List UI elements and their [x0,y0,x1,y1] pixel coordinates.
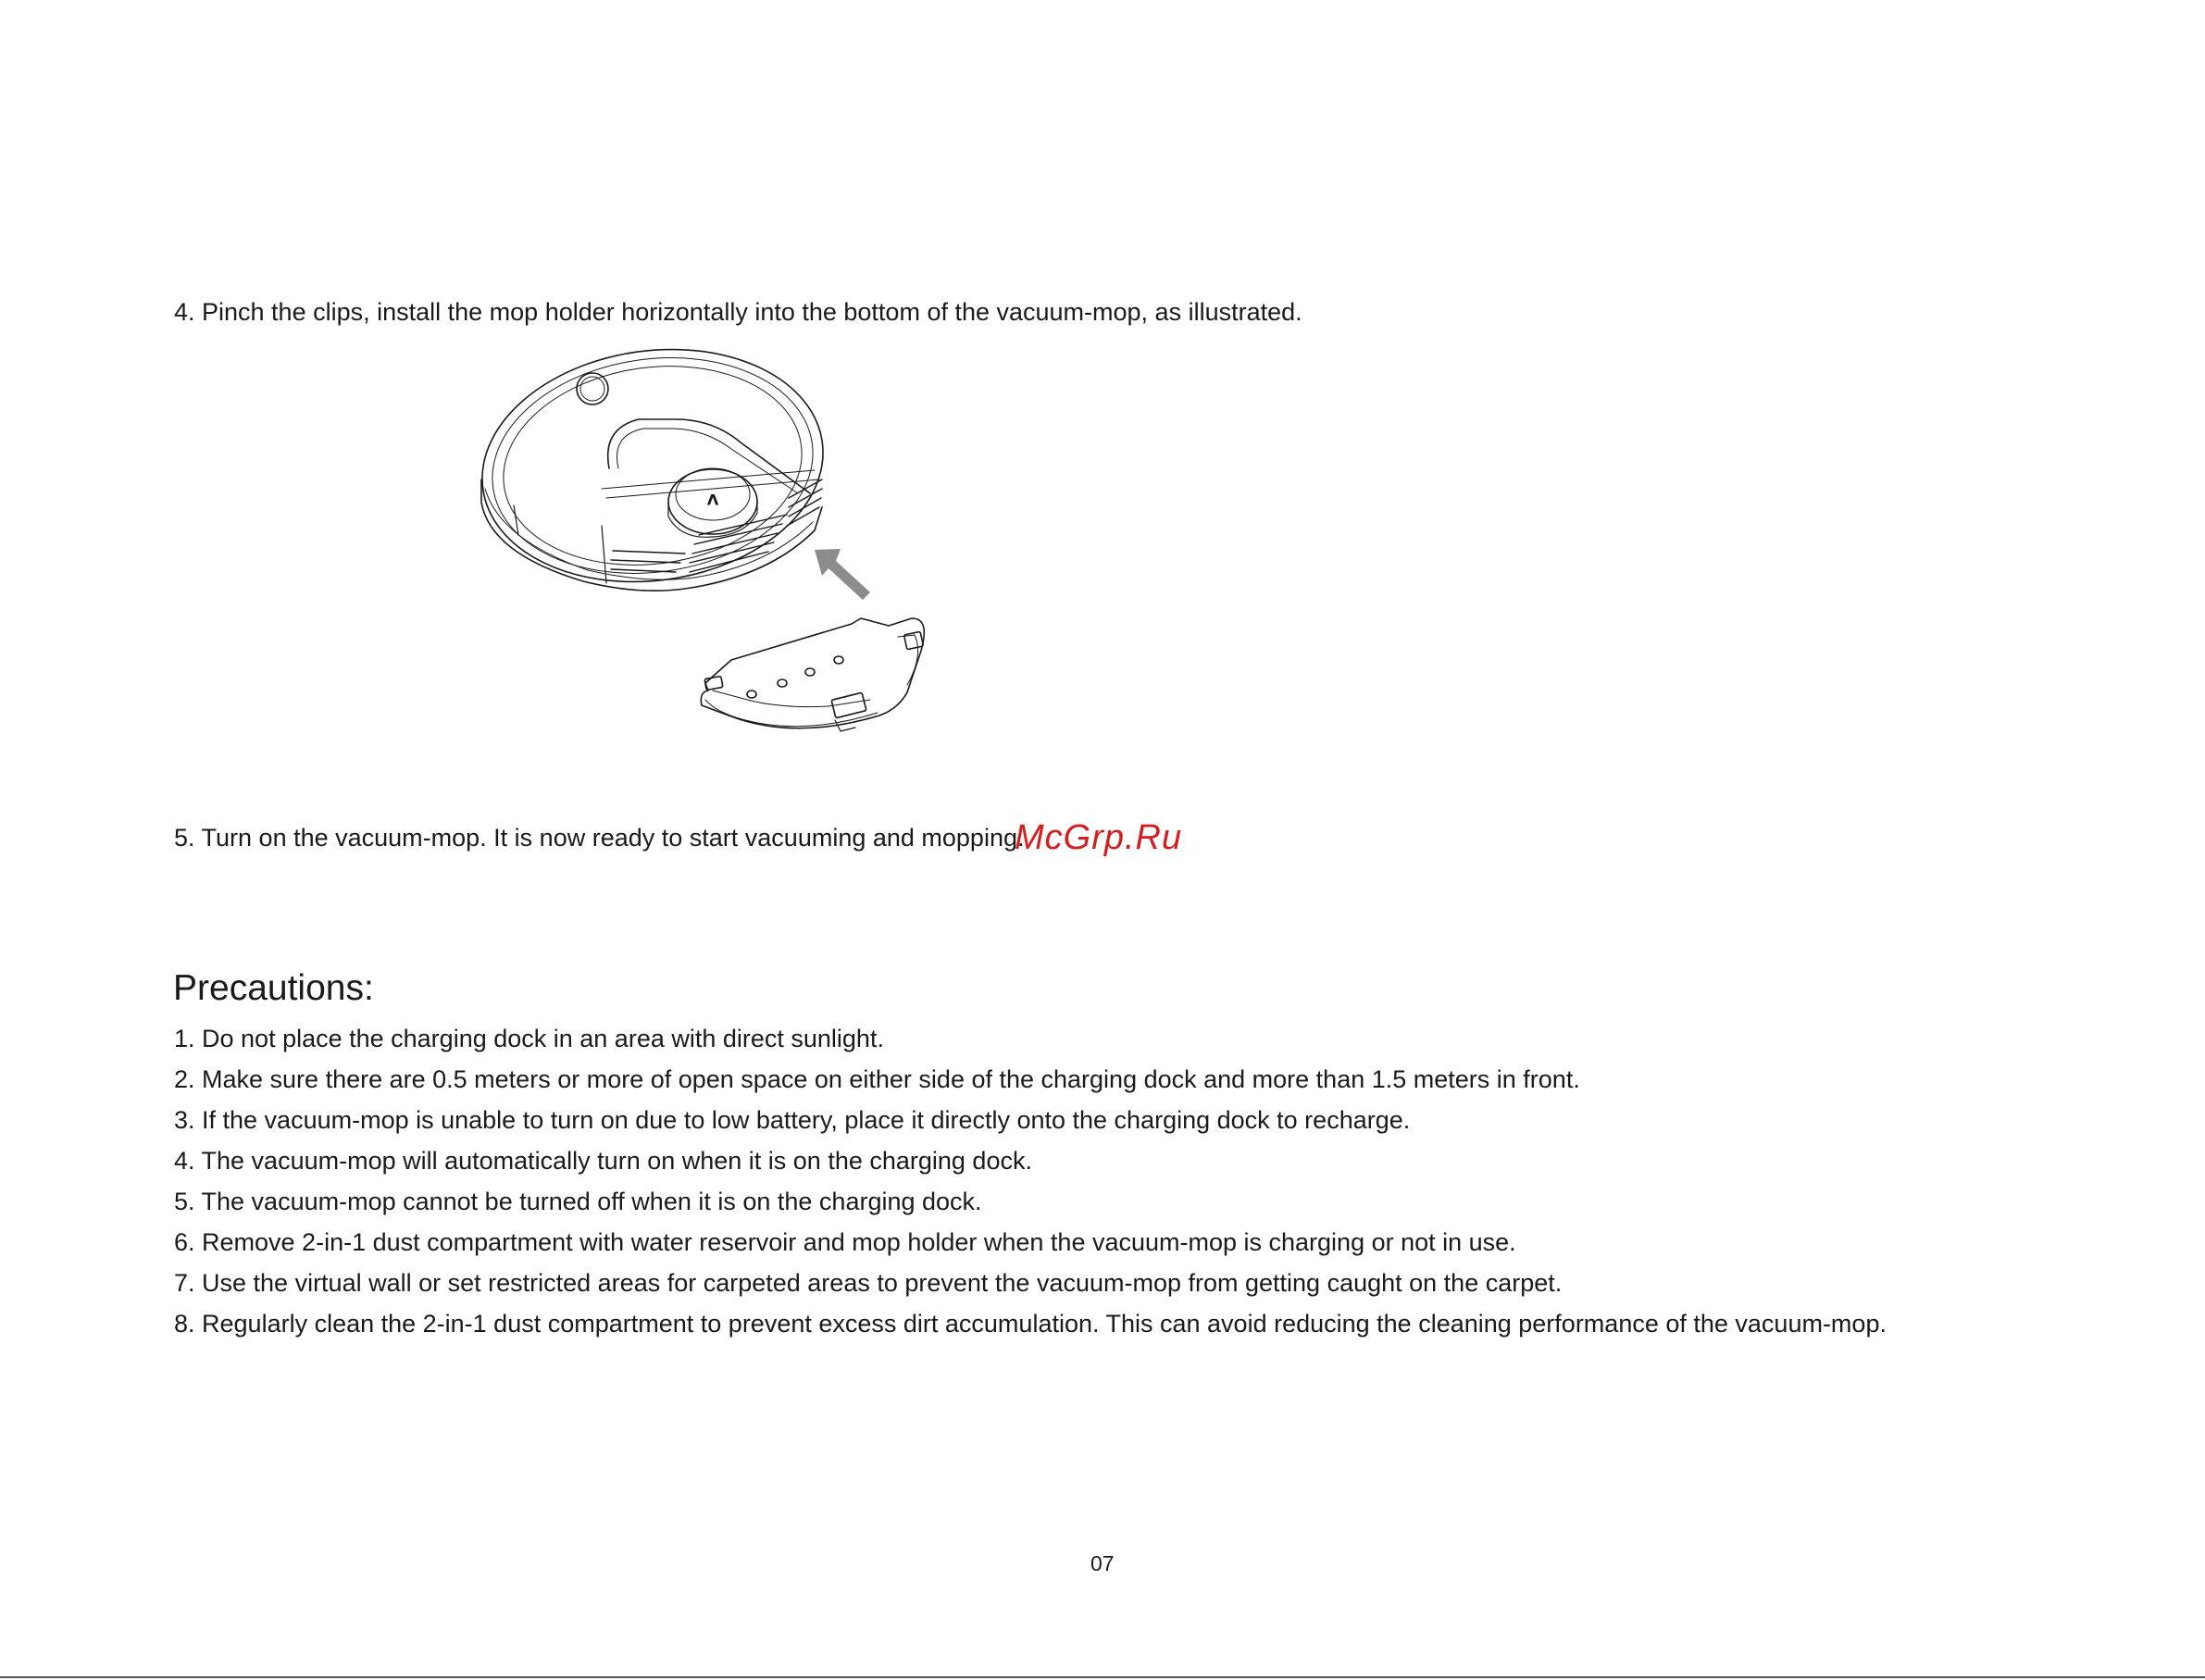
cover-slot-outer [608,419,810,493]
robot-top-outline [467,341,839,604]
mop-holder-hole [747,691,756,698]
watermark: McGrp.Ru [1015,818,1183,857]
mop-holder-hole [805,668,815,676]
step-5-instruction: 5. Turn on the vacuum-mop. It is now ready to start vacuuming and mopping. [174,824,1025,852]
precaution-item: 8. Regularly clean the 2-in-1 dust compartment to prevent excess dirt accumulation. This can avoid reducing the cleaning performance of the vacuum-mop. [174,1310,1887,1338]
mop-holder-hole [778,679,787,687]
precaution-item: 2. Make sure there are 0.5 meters or more of open space on either side of the charging dock and more than 1.5 meters in front. [174,1065,1580,1093]
bottom-divider [0,1676,2205,1678]
precautions-list [174,1018,1887,1344]
robot-logo-icon: V [706,491,719,508]
mop-holder-installation-illustration [463,341,981,785]
insert-direction-arrow-icon [815,549,870,600]
page-number: 07 [1090,1551,1115,1575]
precaution-item: 7. Use the virtual wall or set restricted areas for carpeted areas to prevent the vacuum-mop from getting caught on the carpet. [174,1269,1563,1297]
precaution-item: 3. If the vacuum-mop is unable to turn on due to low battery, place it directly onto the charging dock to recharge. [174,1106,1411,1134]
mop-holder-hole [834,656,843,664]
precaution-item: 1. Do not place the charging dock in an area with direct sunlight. [174,1025,884,1052]
step-4-instruction: 4. Pinch the clips, install the mop holder horizontally into the bottom of the vacuum-mop, as illustrated. [174,298,1302,326]
mop-holder-outline [701,618,924,728]
mop-holder-tab [904,631,924,649]
precaution-item: 5. The vacuum-mop cannot be turned off when it is on the charging dock. [174,1188,982,1215]
mop-holder [701,618,924,731]
precautions-title: Precautions: [173,968,374,1008]
power-button-icon [577,373,608,404]
precaution-item: 4. The vacuum-mop will automatically turn on when it is on the charging dock. [174,1147,1032,1175]
precaution-item: 6. Remove 2-in-1 dust compartment with water reservoir and mop holder when the vacuum-mop is charging or not in use. [174,1228,1516,1256]
